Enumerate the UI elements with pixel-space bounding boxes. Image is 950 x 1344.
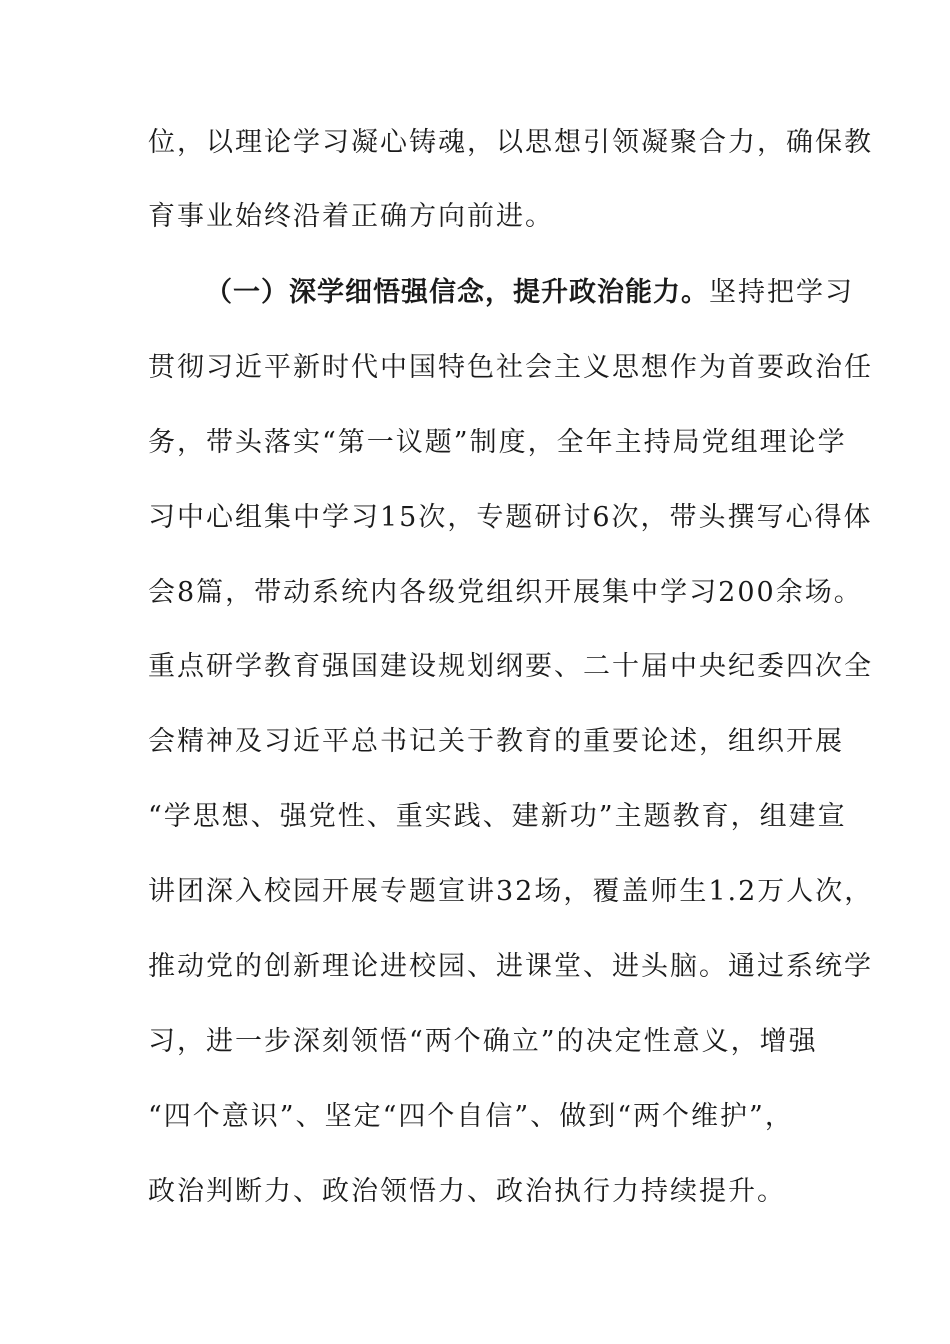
paragraph-line: 习，进一步深刻领悟“两个确立”的决定性意义，增强: [148, 1026, 818, 1057]
section-heading-rest: 坚持把学习: [709, 277, 854, 308]
paragraph-line: 贯彻习近平新时代中国特色社会主义思想作为首要政治任: [148, 352, 873, 383]
paragraph-line: 会8篇，带动系统内各级党组织开展集中学习200余场。: [148, 577, 863, 608]
paragraph-line: 会精神及习近平总书记关于教育的重要论述，组织开展: [148, 726, 844, 757]
paragraph-line: “学思想、强党性、重实践、建新功”主题教育，组建宣: [148, 801, 847, 832]
section-heading: （一）深学细悟强信念，提升政治能力。: [205, 277, 709, 308]
paragraph-line: “四个意识”、坚定“四个自信”、做到“两个维护”，: [148, 1101, 794, 1132]
section-heading-line: [205, 273, 854, 313]
paragraph-line: 政治判断力、政治领悟力、政治执行力持续提升。: [148, 1176, 786, 1207]
paragraph-line: 讲团深入校园开展专题宣讲32场，覆盖师生1.2万人次，: [148, 876, 874, 907]
paragraph-line: 育事业始终沿着正确方向前进。: [148, 201, 554, 232]
paragraph-line: 推动党的创新理论进校园、进课堂、进头脑。通过系统学: [148, 951, 873, 982]
paragraph-line: 位，以理论学习凝心铸魂，以思想引领凝聚合力，确保教: [148, 127, 873, 158]
paragraph-line: 务，带头落实“第一议题”制度，全年主持局党组理论学: [148, 427, 847, 458]
paragraph-line: 重点研学教育强国建设规划纲要、二十届中央纪委四次全: [148, 651, 873, 682]
paragraph-line: 习中心组集中学习15次，专题研讨6次，带头撰写心得体: [148, 502, 873, 533]
